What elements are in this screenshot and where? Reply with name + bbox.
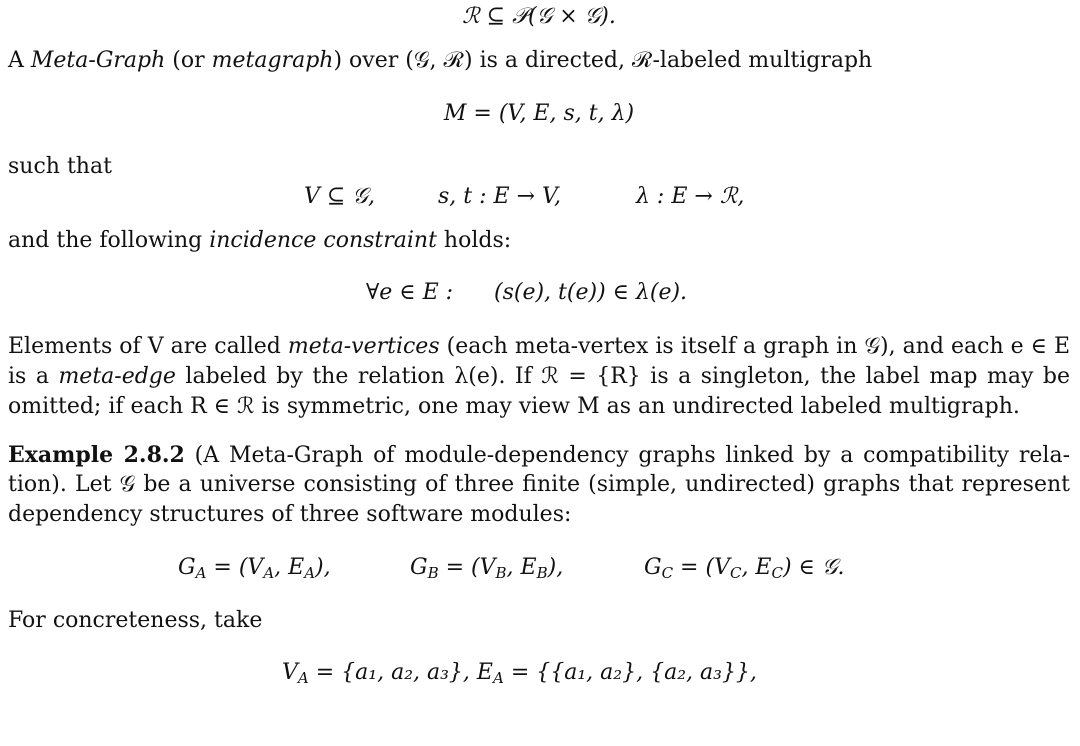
text-segment: holds: [436, 228, 512, 253]
term-meta-graph: Meta-Graph [30, 48, 166, 73]
term-meta-edge: meta-edge [58, 364, 176, 389]
text-segment: Elements of V are called [8, 334, 288, 359]
equation-incidence-body: (s(e), t(e)) ∈ λ(e). [494, 280, 688, 305]
text-such-that: such that [8, 154, 112, 179]
equation-graph-b: $G_B = (V_B$, $E_B$), [410, 555, 564, 582]
text-segment: (each meta-vertex is itself a graph in 𝒢), and each e ∈ E [439, 334, 1070, 359]
equation-graph-a: $G_A = (V_A$, $E_A$), [178, 555, 331, 582]
text-segment: (A Meta-Graph of module-dependency graphs linked by a compatibility rela- [184, 443, 1071, 468]
example-line-2: tion). Let 𝒢 be a universe consisting of three finite (simple, undirected) graphs that represent [8, 472, 1070, 497]
term-meta-vertices: meta-vertices [287, 334, 440, 359]
text-segment: (or [165, 48, 212, 73]
text-segment: ) over (𝒢, ℛ) is a directed, ℛ-labeled multigraph [333, 48, 873, 73]
term-metagraph: metagraph [211, 48, 334, 73]
definition-line-2 [8, 226, 1070, 256]
paragraph-line-2 [8, 362, 1070, 392]
definition-line-1 [8, 46, 1070, 76]
equation-incidence-quantifier: ∀e ∈ E : [366, 280, 454, 305]
text-segment: and the following [8, 228, 210, 253]
paragraph-line-3: omitted; if each R ∈ ℛ is symmetric, one may view M as an undirected labeled multigraph. [8, 394, 1020, 419]
equation-vertex-edge-sets: $V_A = \{a_1$, a₂, a₃}, $E_A = \{\{a_1$, a₂}, {a₂, a₃}}, [282, 660, 757, 687]
condition-vertex-subset: V ⊆ 𝒢, [304, 184, 375, 209]
text-segment: labeled by the relation λ(e). If ℛ = {R} is a singleton, the label map may be [175, 364, 1070, 389]
example-label: Example 2.8.2 [8, 442, 185, 468]
example-line-1 [8, 440, 1070, 471]
example-line-3: dependency structures of three software modules: [8, 502, 572, 527]
equation-graph-c: $G_C = (V_C$, $E_C$) ∈ 𝒢. [644, 555, 845, 582]
text-segment: is a [8, 364, 59, 389]
equation-relation-family: ℛ ⊆ 𝒫(𝒢 × 𝒢). [462, 4, 616, 29]
equation-metagraph-tuple: M = (V, E, s, t, λ) [443, 101, 635, 126]
text-segment: A [8, 48, 31, 73]
condition-source-target: s, t : E → V, [438, 184, 562, 209]
term-incidence-constraint: incidence constraint [209, 228, 437, 253]
paragraph-line-1 [8, 332, 1070, 362]
condition-label-map: λ : E → ℛ, [636, 184, 745, 209]
text-for-concreteness: For concreteness, take [8, 608, 263, 633]
